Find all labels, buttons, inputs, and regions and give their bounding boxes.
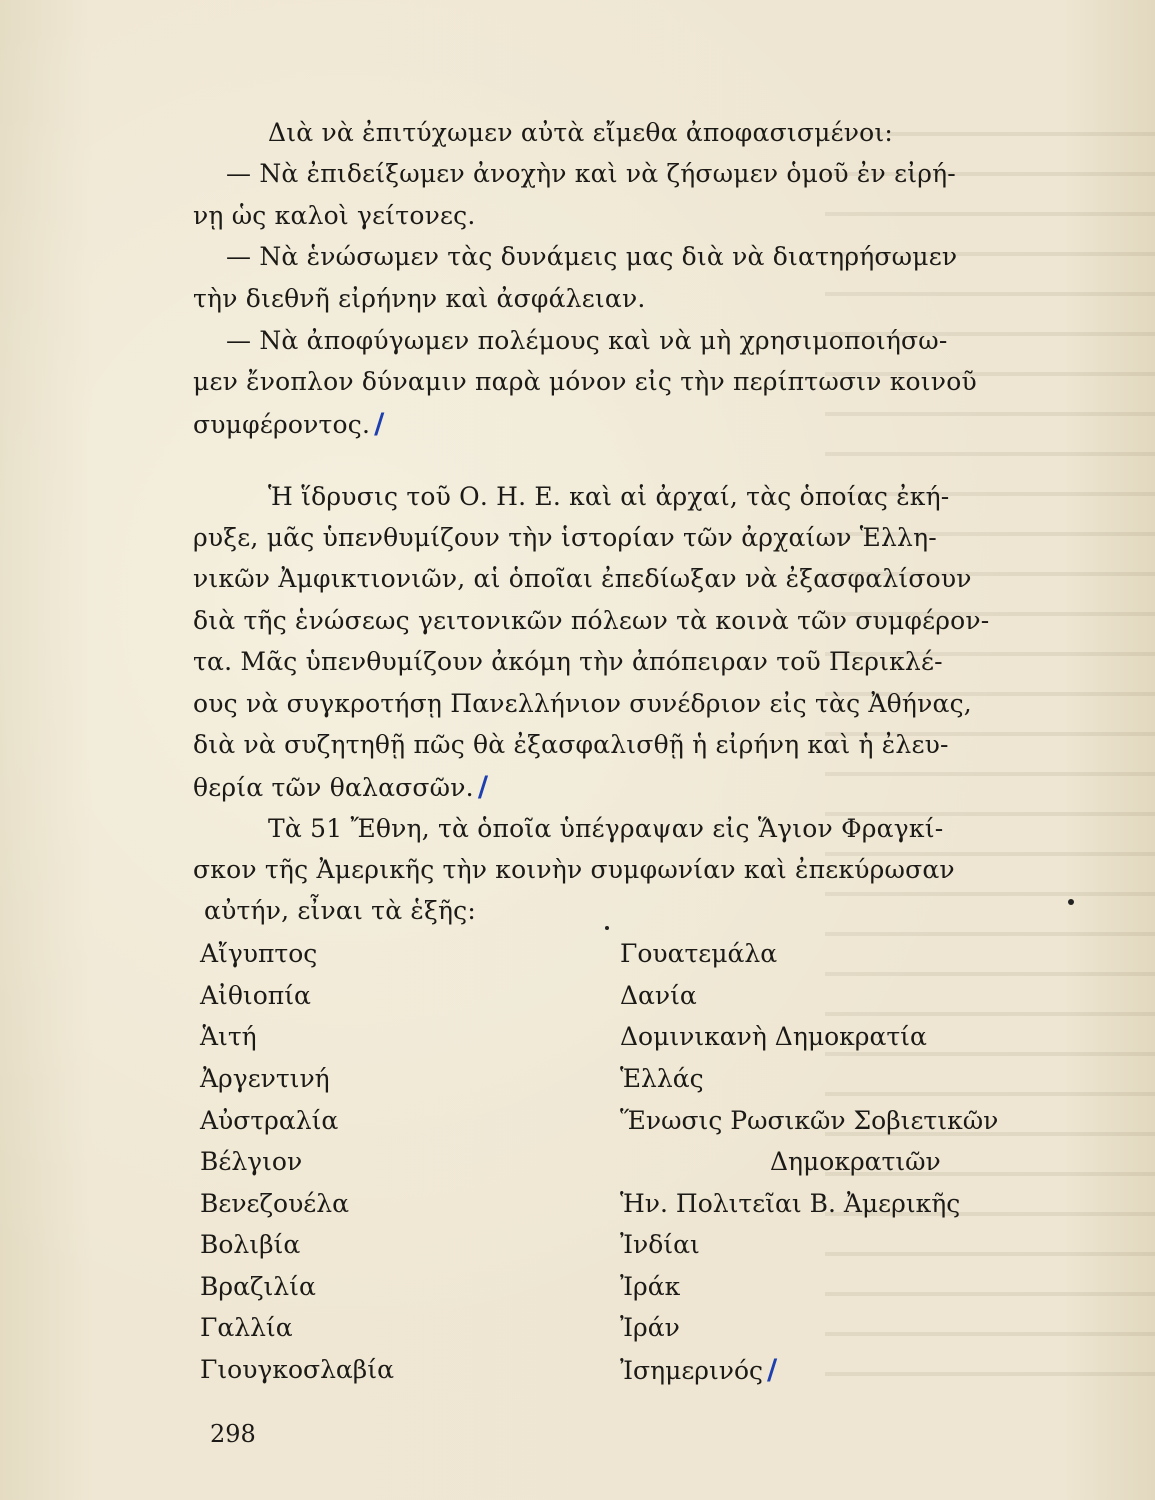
p2-line-5: τα. Μᾶς ὑπενθυμίζουν ἀκόμη τὴν ἀπόπειραν τοῦ Περικλέ- <box>193 647 943 676</box>
country-left-5: Αὐστραλία <box>200 1106 339 1135</box>
p1-line-8-text: συμφέροντος. <box>193 410 371 439</box>
p1-line-1: Διὰ νὰ ἐπιτύχωμεν αὐτὰ εἴμεθα ἀποφασισμένοι: <box>268 118 893 147</box>
country-left-1: Αἴγυπτος <box>200 939 318 968</box>
country-right-9: Ἰράν <box>620 1313 680 1342</box>
country-right-2: Δανία <box>620 981 697 1010</box>
p1-line-5: τὴν διεθνῆ εἰρήνην καὶ ἀσφάλειαν. <box>193 284 646 313</box>
country-left-8: Βολιβία <box>200 1230 301 1259</box>
p2-line-7: διὰ νὰ συζητηθῇ πῶς θὰ ἐξασφαλισθῇ ἡ εἰρήνη καὶ ἡ ἐλευ- <box>193 730 949 759</box>
p1-line-4: — Νὰ ἑνώσωμεν τὰς δυνάμεις μας διὰ νὰ διατηρήσωμεν <box>226 242 958 271</box>
p2-line-8-text: θερία τῶν θαλασσῶν. <box>193 773 474 802</box>
country-left-9: Βραζιλία <box>200 1272 316 1301</box>
p2-line-4: διὰ τῆς ἑνώσεως γειτονικῶν πόλεων τὰ κοινὰ τῶν συμφέρον- <box>193 606 990 635</box>
country-right-6: Ἡν. Πολιτεῖαι Β. Ἀμερικῆς <box>620 1189 961 1218</box>
country-right-4: Ἑλλάς <box>620 1064 704 1093</box>
country-left-11: Γιουγκοσλαβία <box>200 1355 394 1384</box>
editor-slash-mark: / <box>374 407 385 440</box>
country-right-3: Δομινικανὴ Δημοκρατία <box>620 1022 927 1051</box>
p1-line-2: — Νὰ ἐπιδείξωμεν ἀνοχὴν καὶ νὰ ζήσωμεν ὁμοῦ ἐν εἰρή- <box>226 159 956 188</box>
country-right-10-text: Ἰσημερινός <box>620 1356 764 1385</box>
p3-line-1: Τὰ 51 Ἔθνη, τὰ ὁποῖα ὑπέγραψαν εἰς Ἅγιον Φραγκί- <box>268 814 944 843</box>
country-right-5: Ἕνωσις Ρωσικῶν Σοβιετικῶν <box>620 1106 999 1135</box>
country-right-1: Γουατεμάλα <box>620 939 778 968</box>
ink-speck <box>1068 899 1074 905</box>
country-left-10: Γαλλία <box>200 1313 293 1342</box>
country-left-7: Βενεζουέλα <box>200 1189 349 1218</box>
country-right-10 <box>620 1353 777 1388</box>
p2-line-2: ρυξε, μᾶς ὑπενθυμίζουν τὴν ἱστορίαν τῶν ἀρχαίων Ἑλλη- <box>193 523 937 552</box>
country-left-6: Βέλγιον <box>200 1147 303 1176</box>
country-left-4: Ἀργεντινή <box>200 1064 330 1093</box>
p1-line-8 <box>193 407 385 442</box>
p2-line-8 <box>193 770 488 805</box>
p3-line-3: αὐτήν, εἶναι τὰ ἑξῆς: <box>204 896 477 925</box>
p3-line-2: σκον τῆς Ἀμερικῆς τὴν κοινὴν συμφωνίαν καὶ ἐπεκύρωσαν <box>193 855 955 884</box>
country-right-7: Ἰνδίαι <box>620 1230 700 1259</box>
editor-slash-mark: / <box>477 770 489 803</box>
ink-speck <box>605 926 609 930</box>
p1-line-7: μεν ἔνοπλον δύναμιν παρὰ μόνον εἰς τὴν περίπτωσιν κοινοῦ <box>193 367 977 396</box>
p1-line-3: νῃ ὡς καλοὶ γείτονες. <box>193 201 476 230</box>
page-number: 298 <box>210 1420 256 1448</box>
country-left-3: Ἁιτή <box>200 1022 257 1051</box>
country-right-8: Ἰράκ <box>620 1272 681 1301</box>
country-right-5-cont: Δημοκρατιῶν <box>770 1147 941 1176</box>
p2-line-3: νικῶν Ἀμφικτιονιῶν, αἱ ὁποῖαι ἐπεδίωξαν νὰ ἐξασφαλίσουν <box>193 564 972 593</box>
p2-line-1: Ἡ ἵδρυσις τοῦ Ο. Η. Ε. καὶ αἱ ἀρχαί, τὰς ὁποίας ἐκή- <box>268 482 950 511</box>
editor-slash-mark: / <box>767 1353 778 1386</box>
country-left-2: Αἰθιοπία <box>200 981 311 1010</box>
p1-line-6: — Νὰ ἀποφύγωμεν πολέμους καὶ νὰ μὴ χρησιμοποιήσω- <box>226 326 948 355</box>
p2-line-6: ους νὰ συγκροτήσῃ Πανελλήνιον συνέδριον εἰς τὰς Ἀθήνας, <box>193 689 972 718</box>
